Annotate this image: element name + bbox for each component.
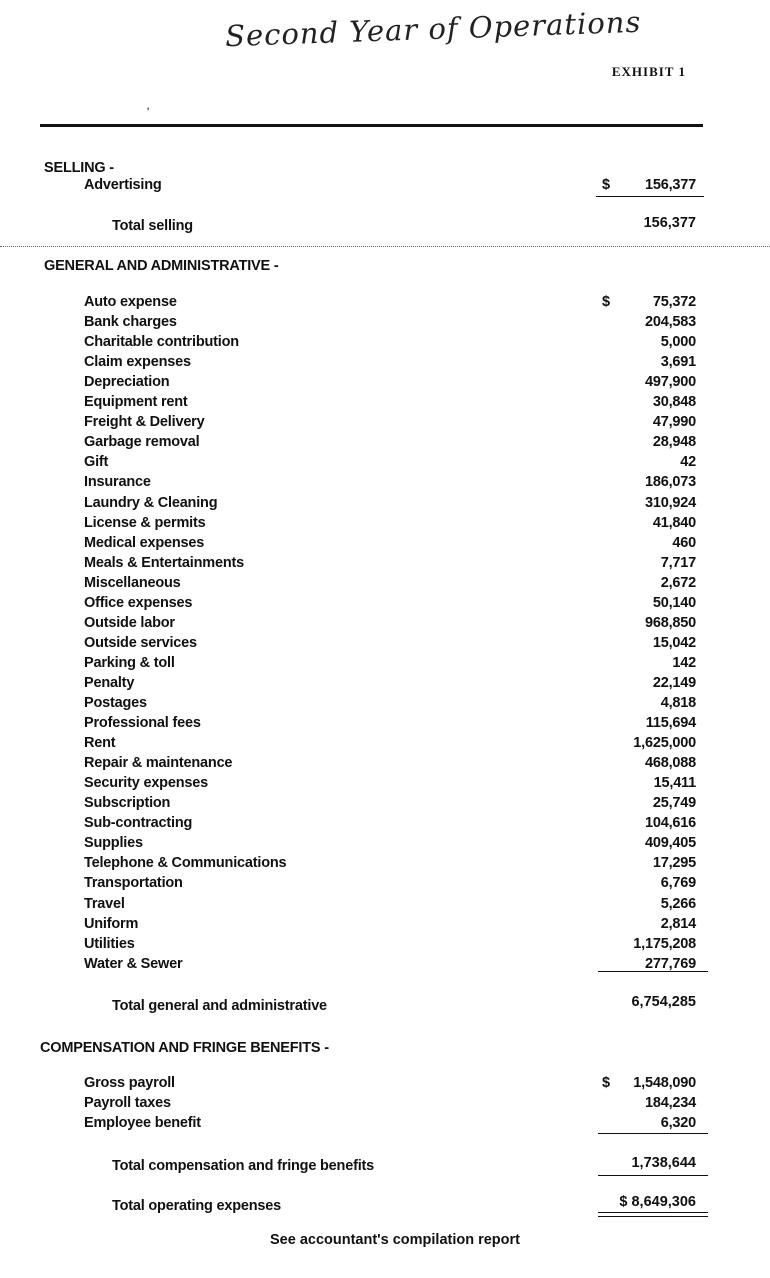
line-item-amount: 310,924	[644, 494, 696, 511]
line-item-amount: 5,266	[660, 895, 696, 912]
line-item	[0, 495, 770, 515]
grand-total-amount: $ 8,649,306	[619, 1194, 696, 1210]
line-item	[0, 314, 770, 334]
line-item-label: Subscription	[84, 795, 171, 812]
header-rule	[40, 124, 703, 127]
handwritten-title: Second Year of Operations	[224, 4, 642, 54]
line-item	[0, 795, 770, 815]
line-item	[0, 875, 770, 895]
line-item	[0, 855, 770, 875]
line-item-amount: 47,990	[652, 414, 696, 431]
comp-total-underline	[598, 1175, 708, 1176]
line-item-amount: 30,848	[652, 394, 696, 411]
line-item-amount: 1,625,000	[633, 735, 696, 752]
ga-heading: GENERAL AND ADMINISTRATIVE -	[44, 258, 279, 274]
line-item	[0, 515, 770, 535]
line-item-amount: 277,769	[644, 955, 696, 972]
line-item-label: Garbage removal	[84, 434, 200, 451]
line-item-amount: 3,691	[660, 354, 696, 371]
line-item-label: Transportation	[84, 875, 183, 892]
line-item	[0, 655, 770, 675]
line-item-amount: 460	[672, 534, 696, 551]
grand-total-underline-1	[598, 1212, 708, 1213]
line-item-amount: 42	[680, 454, 696, 471]
line-item	[0, 555, 770, 575]
line-item	[0, 815, 770, 835]
line-item	[0, 1095, 770, 1115]
line-item	[0, 474, 770, 494]
line-item-label: Gross payroll	[84, 1075, 175, 1091]
line-item-amount: 115,694	[645, 715, 696, 732]
line-item-label: Postages	[84, 695, 147, 711]
line-item	[0, 1115, 770, 1135]
line-item-label: Parking & toll	[84, 654, 175, 671]
line-item	[0, 177, 770, 197]
line-item	[0, 394, 770, 414]
line-item	[0, 414, 770, 434]
line-item-amount: 5,000	[660, 334, 696, 351]
line-item-label: Sub-contracting	[84, 815, 193, 832]
line-item	[0, 735, 770, 755]
line-item-label: Insurance	[84, 474, 151, 491]
line-item-label: Advertising	[84, 177, 162, 193]
line-item-amount: 184,234	[644, 1095, 696, 1111]
line-item	[0, 354, 770, 374]
line-item-label: Rent	[84, 735, 116, 752]
section-divider	[0, 246, 770, 247]
comp-total-amount: 1,738,644	[631, 1155, 696, 1171]
line-item-amount: 468,088	[644, 755, 696, 772]
line-item	[0, 956, 770, 976]
line-item-label: Freight & Delivery	[84, 414, 205, 431]
line-item-amount: 17,295	[652, 855, 696, 872]
dollar-sign: $	[602, 177, 610, 193]
ga-underline	[598, 971, 708, 972]
line-item-label: Outside services	[84, 634, 197, 651]
line-item-label: Uniform	[84, 915, 139, 932]
line-item-label: Water & Sewer	[84, 955, 183, 972]
grand-total-underline-2	[598, 1216, 708, 1217]
line-item-amount: 50,140	[652, 594, 696, 611]
comp-total-label: Total compensation and fringe benefits	[112, 1158, 375, 1174]
footer-note: See accountant's compilation report	[270, 1232, 520, 1248]
comp-underline	[598, 1133, 708, 1134]
line-item-label: Laundry & Cleaning	[84, 494, 218, 511]
line-item-amount: 4,818	[660, 695, 696, 711]
line-item	[0, 615, 770, 635]
dollar-sign: $	[602, 294, 610, 310]
selling-total-amount: 156,377	[643, 215, 696, 231]
line-item-label: Meals & Entertainments	[84, 554, 244, 571]
line-item	[0, 695, 770, 715]
line-item-amount: 104,616	[644, 815, 696, 832]
exhibit-label: EXHIBIT 1	[611, 64, 686, 79]
line-item	[0, 755, 770, 775]
line-item-amount: 75,372	[652, 294, 696, 310]
line-item	[0, 595, 770, 615]
line-item	[0, 334, 770, 354]
line-item-amount: 6,320	[660, 1115, 696, 1131]
ga-total-label: Total general and administrative	[112, 998, 327, 1014]
line-item-amount: 1,548,090	[633, 1075, 696, 1091]
line-item-label: Bank charges	[84, 314, 177, 331]
line-item	[0, 775, 770, 795]
line-item	[0, 434, 770, 454]
line-item	[0, 835, 770, 855]
line-item-amount: 15,042	[652, 634, 696, 651]
line-item-label: Claim expenses	[84, 354, 191, 371]
line-item-amount: 497,900	[644, 374, 696, 391]
line-item-label: Payroll taxes	[84, 1095, 171, 1111]
line-item-amount: 968,850	[644, 614, 696, 631]
line-item	[0, 1075, 770, 1095]
line-item-amount: 7,717	[660, 554, 696, 571]
line-item-amount: 22,149	[652, 674, 696, 691]
grand-total-label: Total operating expenses	[112, 1198, 281, 1214]
tick-mark: '	[147, 105, 150, 119]
line-item-amount: 28,948	[652, 434, 696, 451]
line-item-label: Security expenses	[84, 775, 208, 792]
line-item-label: License & permits	[84, 514, 206, 531]
ga-total-amount: 6,754,285	[631, 994, 696, 1010]
line-item-label: Equipment rent	[84, 394, 188, 411]
line-item	[0, 575, 770, 595]
line-item-label: Miscellaneous	[84, 574, 181, 591]
line-item	[0, 374, 770, 394]
line-item-amount: 25,749	[652, 795, 696, 812]
line-item-label: Telephone & Communications	[84, 855, 287, 872]
line-item-amount: 186,073	[644, 474, 696, 491]
selling-underline	[596, 196, 704, 197]
line-item	[0, 454, 770, 474]
line-item-amount: 142	[672, 654, 696, 671]
line-item-label: Depreciation	[84, 374, 170, 391]
line-item-label: Gift	[84, 454, 109, 471]
line-item-label: Outside labor	[84, 614, 175, 631]
line-item	[0, 916, 770, 936]
line-item-label: Penalty	[84, 674, 135, 691]
line-item-amount: 15,411	[653, 775, 696, 792]
line-item-amount: 409,405	[644, 835, 696, 852]
line-item-label: Medical expenses	[84, 534, 205, 551]
line-item	[0, 715, 770, 735]
line-item-label: Auto expense	[84, 294, 177, 310]
line-item-label: Supplies	[84, 835, 143, 852]
line-item	[0, 675, 770, 695]
line-item	[0, 294, 770, 314]
dollar-sign: $	[602, 1075, 610, 1091]
line-item	[0, 896, 770, 916]
line-item-amount: 41,840	[652, 514, 696, 531]
selling-heading: SELLING -	[44, 160, 114, 176]
line-item	[0, 936, 770, 956]
line-item-amount: 1,175,208	[633, 935, 696, 952]
line-item-label: Professional fees	[84, 715, 201, 732]
comp-heading: COMPENSATION AND FRINGE BENEFITS -	[40, 1040, 329, 1056]
line-item	[0, 535, 770, 555]
line-item-label: Employee benefit	[84, 1115, 201, 1131]
line-item	[0, 635, 770, 655]
line-item-amount: 6,769	[660, 875, 696, 892]
line-item-amount: 2,814	[660, 915, 696, 932]
line-item-amount: 2,672	[660, 574, 696, 591]
line-item-amount: 204,583	[644, 314, 696, 331]
line-item-label: Utilities	[84, 935, 135, 952]
line-item-label: Charitable contribution	[84, 334, 239, 351]
selling-total-label: Total selling	[112, 218, 193, 234]
line-item-amount: 156,377	[644, 177, 696, 193]
line-item-label: Office expenses	[84, 594, 193, 611]
line-item-label: Travel	[84, 895, 125, 912]
line-item-label: Repair & maintenance	[84, 755, 233, 772]
